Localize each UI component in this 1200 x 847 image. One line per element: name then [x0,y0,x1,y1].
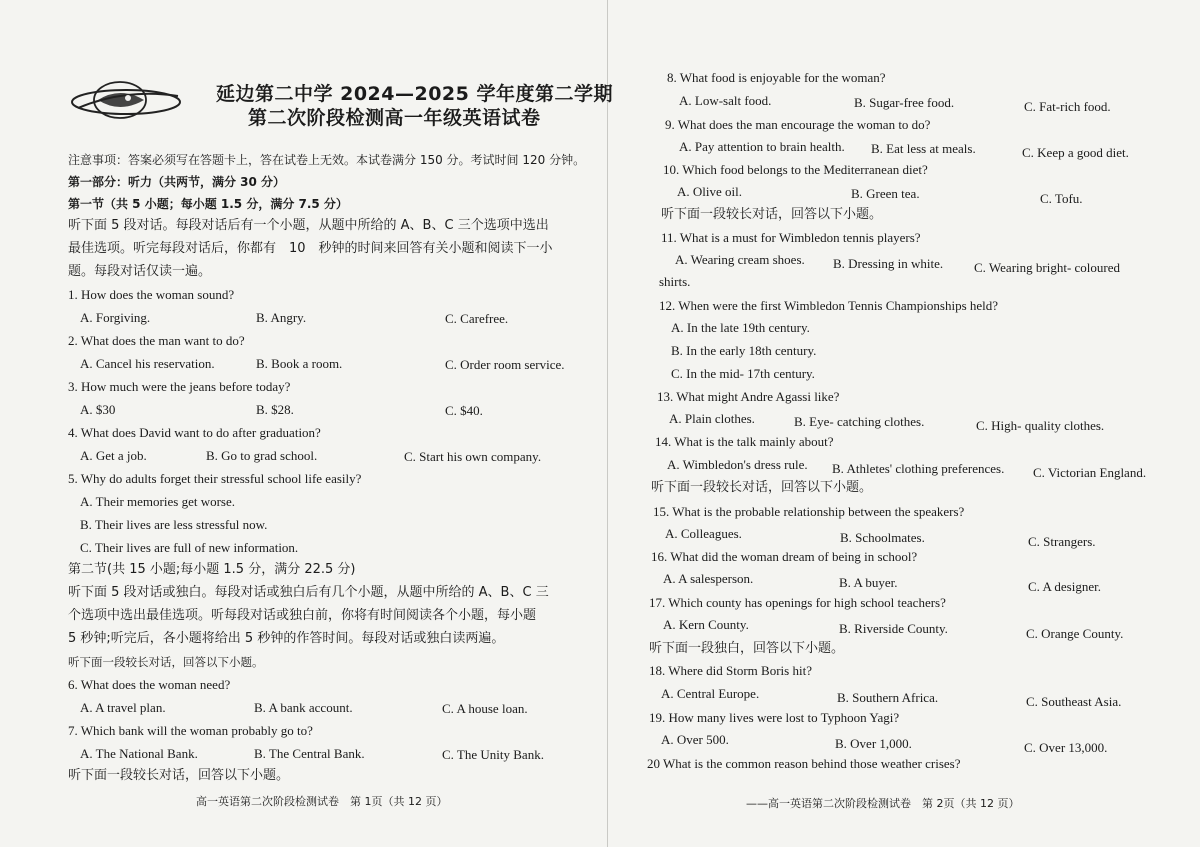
question-18: 18. Where did Storm Boris hit? [649,663,812,678]
section2-instructions-line2: 个选项中选出最佳选项。听每段对话或独白前，你将有时间阅读各个小题，每小题 [68,608,537,623]
question-12: 12. When were the first Wimbledon Tennis Championships held? [659,298,999,313]
q19-option-b: B. Over 1,000. [835,736,912,751]
question-17: 17. Which county has openings for high school teachers? [649,595,946,610]
q11-option-c: C. Wearing bright- coloured [974,260,1121,275]
question-9: 9. What does the man encourage the woman to do? [665,117,931,132]
question-19: 19. How many lives were lost to Typhoon Yagi? [649,710,900,725]
q4-option-a: A. Get a job. [80,448,147,463]
q18-option-a: A. Central Europe. [661,686,760,701]
q16-option-c: C. A designer. [1028,579,1101,594]
question-14: 14. What is the talk mainly about? [655,434,834,449]
q13-option-c: C. High- quality clothes. [976,418,1105,433]
q3-option-c: C. $40. [445,403,483,418]
q4-option-b: B. Go to grad school. [206,448,318,463]
q9-option-a: A. Pay attention to brain health. [679,139,845,154]
q17-option-c: C. Orange County. [1026,626,1124,641]
exam-title-line1: 延边第二中学 2024—2025 学年度第二学期 [216,83,613,105]
q1-option-a: A. Forgiving. [80,310,151,325]
section2-instructions-line1: 听下面 5 段对话或独白。每段对话或独白后有几个小题，从题中所给的 A、B、C 三 [68,585,549,600]
question-2: 2. What does the man want to do? [68,333,245,348]
q8-option-a: A. Low-salt food. [679,93,772,108]
q17-option-a: A. Kern County. [663,617,749,632]
q6-option-b: B. A bank account. [254,700,353,715]
q18-option-c: C. Southeast Asia. [1026,694,1122,709]
question-4: 4. What does David want to do after graduation? [68,425,321,440]
question-3: 3. How much were the jeans before today? [68,379,291,394]
section2-heading: 第二节(共 15 小题;每小题 1.5 分，满分 22.5 分) [68,562,356,577]
q7-option-c: C. The Unity Bank. [442,747,544,762]
q4-option-c: C. Start his own company. [404,449,542,464]
q12-option-b: B. In the early 18th century. [671,343,817,358]
page-2 [610,0,1200,847]
q11-option-c-continued: shirts. [659,274,691,289]
section1-instructions-line3: 题。每段对话仅读一遍。 [68,264,212,279]
q14-option-b: B. Athletes' clothing preferences. [832,461,1005,476]
question-8: 8. What food is enjoyable for the woman? [667,70,886,85]
q16-option-b: B. A buyer. [839,575,898,590]
question-7: 7. Which bank will the woman probably go to? [68,723,313,738]
q3-option-a: A. $30 [80,402,116,417]
q8-option-c: C. Fat-rich food. [1024,99,1111,114]
section2-instructions-line3: 5 秒钟;听完后，各小题将给出 5 秒钟的作答时间。每段对话或独白读两遍。 [68,631,505,646]
q5-option-b: B. Their lives are less stressful now. [80,517,268,532]
dialogue-instruction: 听下面一段较长对话，回答以下小题。 [68,768,290,783]
q3-option-b: B. $28. [256,402,294,417]
section1-instructions-line1: 听下面 5 段对话。每段对话后有一个小题，从题中所给的 A、B、C 三个选项中选出 [68,218,549,233]
question-15: 15. What is the probable relationship between the speakers? [653,504,965,519]
q1-option-b: B. Angry. [256,310,307,325]
q15-option-c: C. Strangers. [1028,534,1096,549]
q12-option-a: A. In the late 19th century. [671,320,810,335]
dialogue-instruction: 听下面一段较长对话，回答以下小题。 [68,655,264,669]
page-footer: 高一英语第二次阶段检测试卷 第 1页（共 12 页） [196,795,448,808]
q9-option-c: C. Keep a good diet. [1022,145,1129,160]
q8-option-b: B. Sugar-free food. [854,95,955,110]
part1-heading: 第一部分：听力（共两节，满分 30 分） [68,175,286,189]
q13-option-b: B. Eye- catching clothes. [794,414,925,429]
q1-option-c: C. Carefree. [445,311,509,326]
monologue-instruction: 听下面一段独白，回答以下小题。 [649,641,845,656]
q11-option-a: A. Wearing cream shoes. [675,252,805,267]
q14-option-c: C. Victorian England. [1033,465,1147,480]
section1-instructions-line2: 最佳选项。听完每段对话后，你都有 10 秒钟的时间来回答有关小题和阅读下一小 [68,241,553,256]
q15-option-a: A. Colleagues. [665,526,742,541]
q12-option-c: C. In the mid- 17th century. [671,366,815,381]
question-11: 11. What is a must for Wimbledon tennis players? [661,230,921,245]
q10-option-b: B. Green tea. [851,186,920,201]
question-6: 6. What does the woman need? [68,677,231,692]
q2-option-c: C. Order room service. [445,357,565,372]
q7-option-b: B. The Central Bank. [254,746,365,761]
q5-option-a: A. Their memories get worse. [80,494,235,509]
q6-option-a: A. A travel plan. [80,700,166,715]
q2-option-a: A. Cancel his reservation. [80,356,215,371]
q10-option-c: C. Tofu. [1040,191,1083,206]
q10-option-a: A. Olive oil. [677,184,742,199]
q15-option-b: B. Schoolmates. [840,530,925,545]
q18-option-b: B. Southern Africa. [837,690,939,705]
q14-option-a: A. Wimbledon's dress rule. [667,457,808,472]
dialogue-instruction: 听下面一段较长对话，回答以下小题。 [651,480,873,495]
q19-option-c: C. Over 13,000. [1024,740,1108,755]
section1-heading: 第一节（共 5 小题；每小题 1.5 分，满分 7.5 分） [68,197,348,211]
q9-option-b: B. Eat less at meals. [871,141,976,156]
q17-option-b: B. Riverside County. [839,621,948,636]
q2-option-b: B. Book a room. [256,356,343,371]
q5-option-c: C. Their lives are full of new information. [80,540,299,555]
question-16: 16. What did the woman dream of being in school? [651,549,918,564]
q6-option-c: C. A house loan. [442,701,528,716]
q7-option-a: A. The National Bank. [80,746,198,761]
question-13: 13. What might Andre Agassi like? [657,389,840,404]
question-10: 10. Which food belongs to the Mediterranean diet? [663,162,928,177]
dialogue-instruction: 听下面一段较长对话，回答以下小题。 [661,207,883,222]
q13-option-a: A. Plain clothes. [669,411,755,426]
q16-option-a: A. A salesperson. [663,571,754,586]
notice: 注意事项：答案必须写在答题卡上，答在试卷上无效。本试卷满分 150 分。考试时间 120 分钟。 [68,153,586,167]
question-5: 5. Why do adults forget their stressful school life easily? [68,471,362,486]
q19-option-a: A. Over 500. [661,732,729,747]
page-footer: ——高一英语第二次阶段检测试卷 第 2页（共 12 页） [746,797,1020,810]
question-20: 20 What is the common reason behind those weather crises? [647,756,961,771]
exam-title-line2: 第二次阶段检测高一年级英语试卷 [248,107,541,129]
q11-option-b: B. Dressing in white. [833,256,944,271]
school-logo [68,78,184,120]
question-1: 1. How does the woman sound? [68,287,235,302]
